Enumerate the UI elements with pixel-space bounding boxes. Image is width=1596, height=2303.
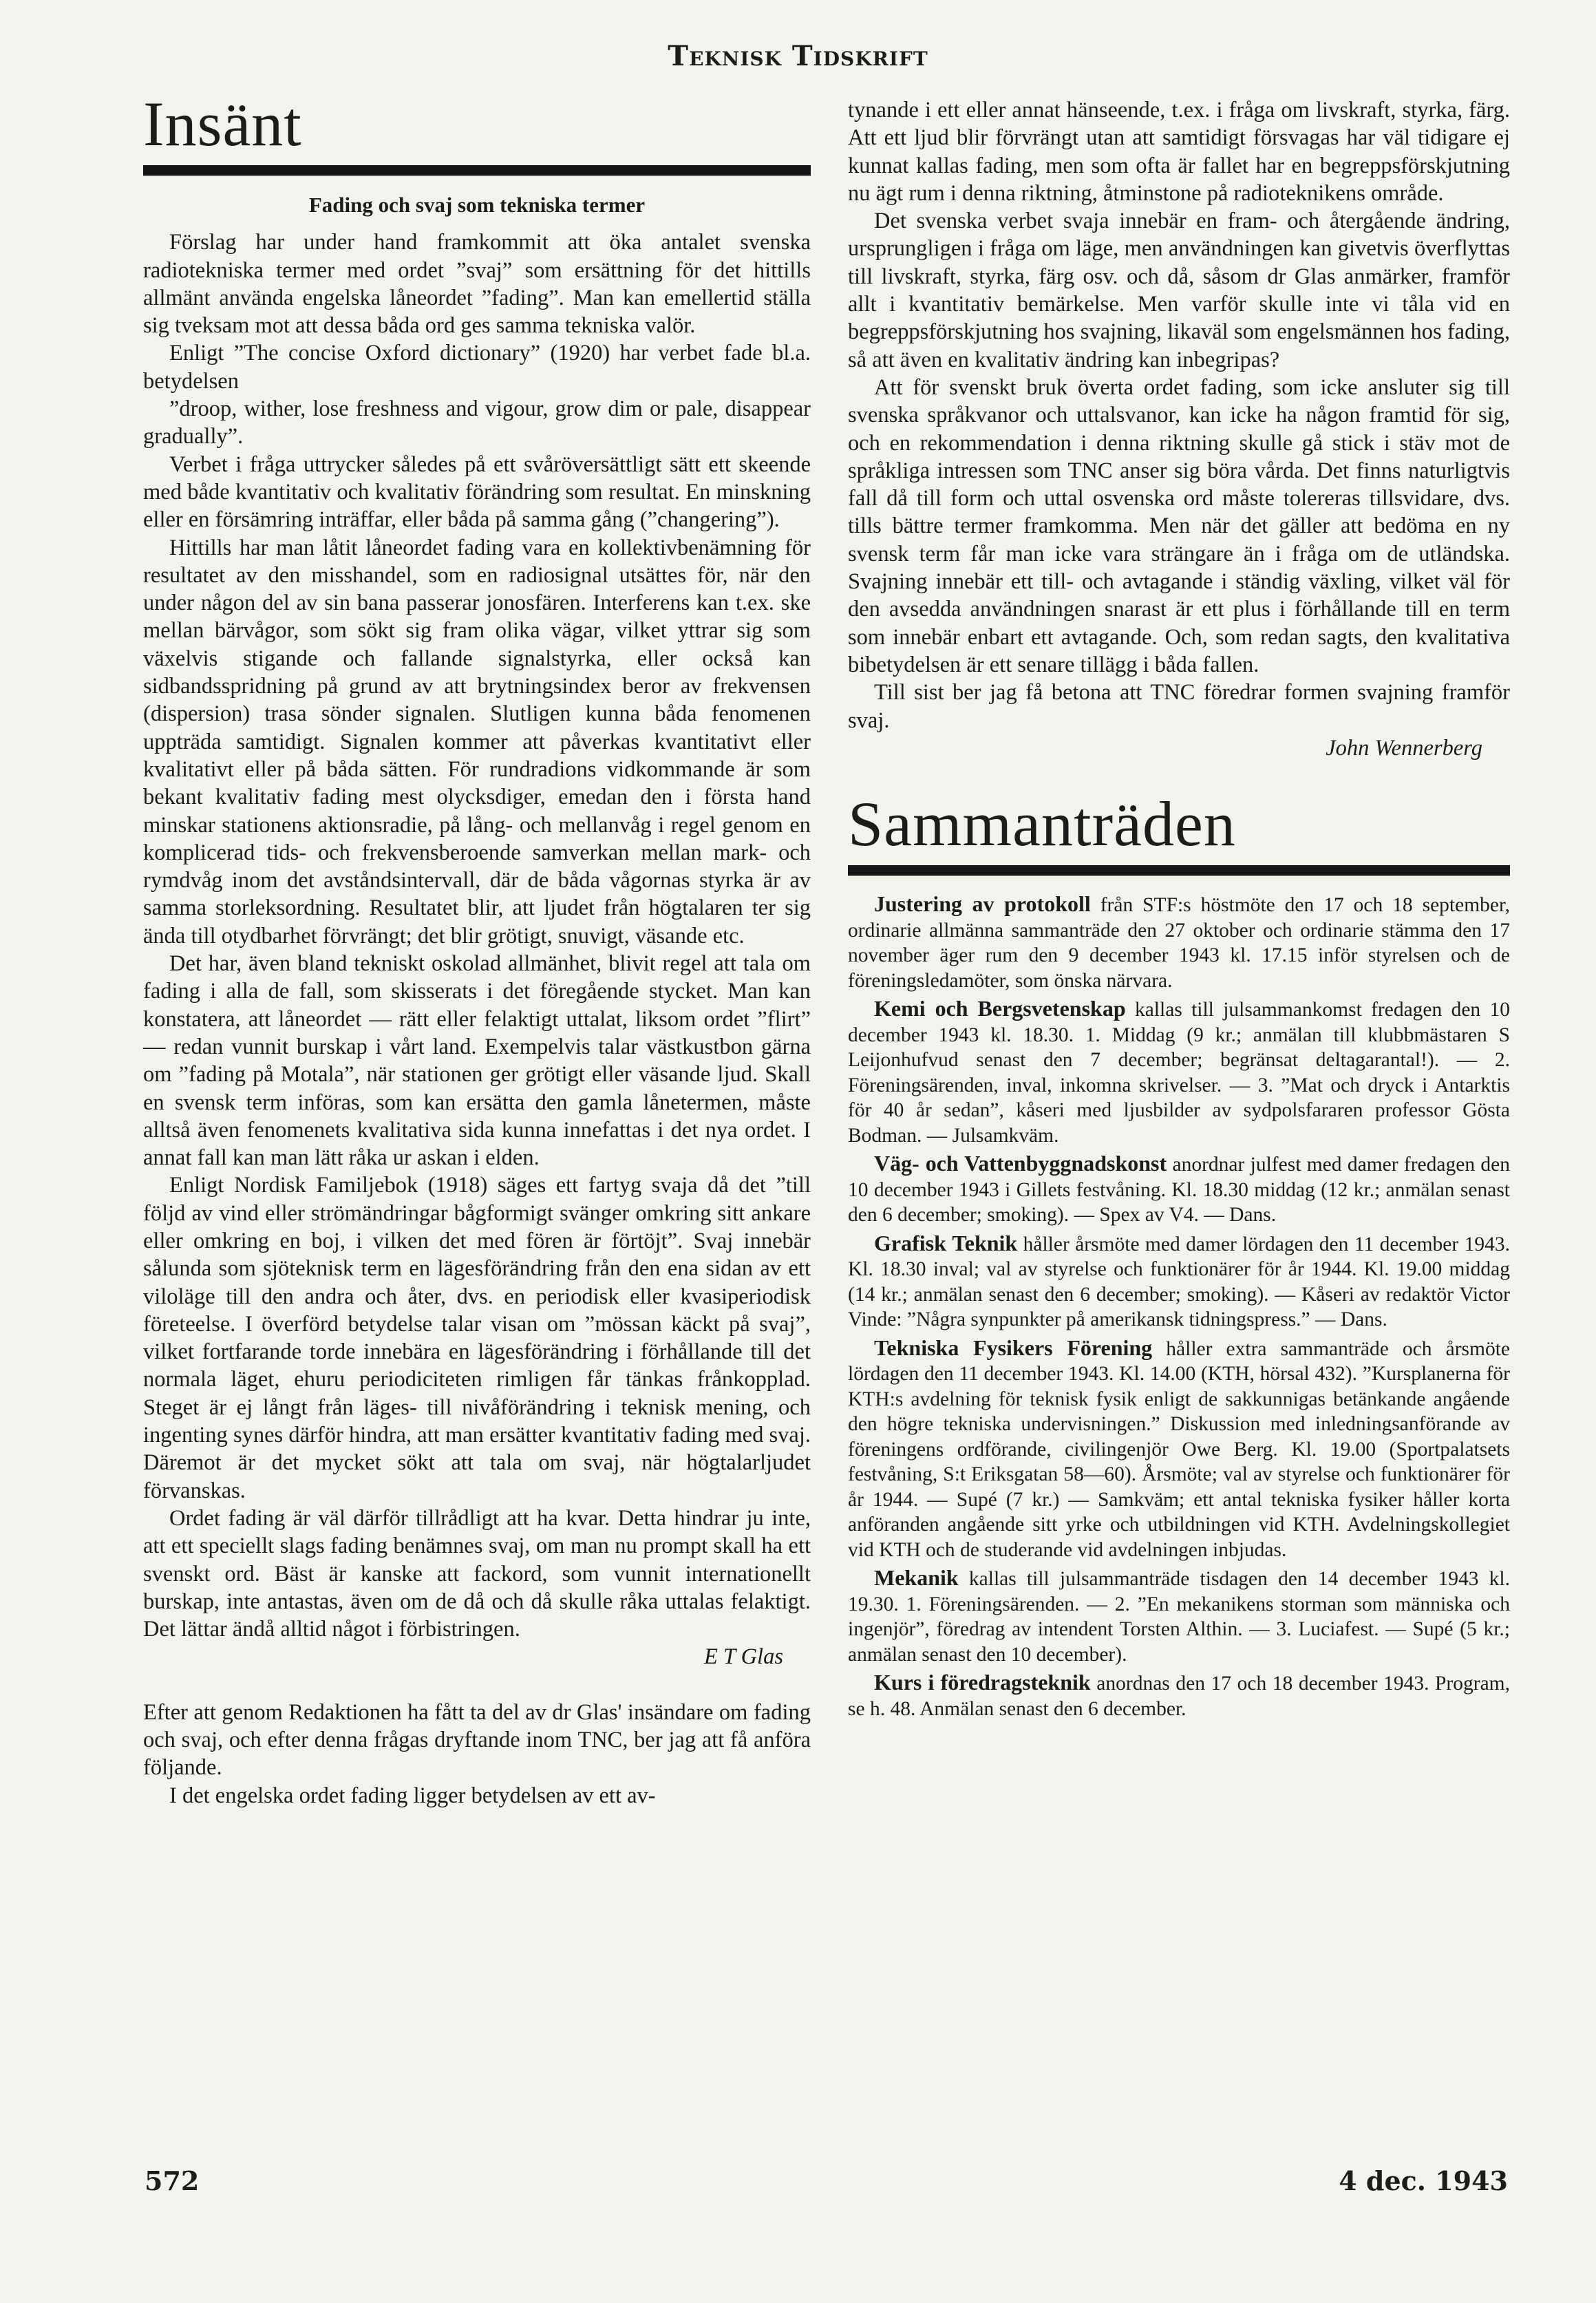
- masthead: Teknisk Tidskrift: [668, 40, 928, 72]
- paragraph: Till sist ber jag få betona att TNC föredrar formen svajning framför svaj.: [848, 680, 1510, 733]
- meeting-heading: Väg- och Vattenbyggnadskonst: [874, 1151, 1167, 1176]
- meetings-list: [848, 891, 1510, 1721]
- paragraph: Ordet fading är väl därför tillrådligt att ha kvar. Detta hindrar ju inte, att ett speciellt slags fading benämnes svaj, om man nu prompt skall ha ett svenskt ord. Bäst är kanske att fackord, som vunnit internationellt burskap, inte antastas, även om de då och då skulle råka uttalas felaktigt. Det lättar ändå alltid något i förbistringen.: [143, 1505, 811, 1642]
- paragraph: Enligt Nordisk Familjebok (1918) säges ett fartyg svaja då det ”till följd av vind eller strömändringar bågformigt svänger omkring sitt ankare eller omkring en boj, i vilken det med fören är förtöjt”. Svaj innebär sålunda som sjöteknisk term en lägesförändring från den ena sidan av ett viloläge till den andra och åter, dvs. en periodisk eller kvasiperiodisk företeelse. I överförd betydelse talar visan om ”mössan käckt på svaj”, vilket fortfarande torde innebära en lägesförändring i förhållande till det normala läget, ehuru periodiciteten rimligen får tänkas frånkopplad. Steget är ej långt från läges- till nivåförändring i teknisk mening, och ingenting synes därför hindra, att man ersätter kvantitativ fading med svaj. Däremot är det mycket sökt att tala om svaj, när högtalarljudet förvanskas.: [143, 1173, 811, 1503]
- meeting-text: kallas till julsammankomst fredagen den 10 december 1943 kl. 18.30. 1. Middag (9 kr.; anmälan till klubbmästaren S Leijonhufvud senast den 7 december; begränsat deltagarantal!). — 2. Föreningsärenden, inval, inkomna skrivelser. — 3. ”Mat och dryck i Antarktis för 40 år sedan”, kåseri med ljusbilder av sydpolsfararen professor Gösta Bodman. — Julsamkväm.: [848, 999, 1510, 1147]
- paragraph: Det svenska verbet svaja innebär en fram- och återgående ändring, ursprungligen i fråga om läge, men användningen kan givetvis överflyttas till livskraft, styrka, färg osv. och då, såsom dr Glas anmärker, framför allt i kvantitativ bemärkelse. Men varför skulle inte vi tåla vid en begreppsförskjutning hos svajning, likaväl som engelsmännen hos fading, så att även en kvalitativ ändring kan inbegripas?: [848, 209, 1510, 372]
- meeting-heading: Mekanik: [874, 1565, 959, 1591]
- meeting-item: [848, 1670, 1510, 1721]
- meeting-item: [848, 1231, 1510, 1333]
- meeting-item: [848, 1565, 1510, 1667]
- meeting-text: anordnar julfest med damer fredagen den 10 december 1943 i Gillets festvåning. Kl. 18.30 middag (12 kr.; anmälan senast den 6 december; smoking). — Spex av V4. — Dans.: [848, 1154, 1511, 1227]
- paragraph: I det engelska ordet fading ligger betydelsen av ett av-: [169, 1783, 656, 1808]
- paragraph: Enligt ”The concise Oxford dictionary” (1920) har verbet fade bl.a. betydelsen: [143, 341, 811, 394]
- paragraph: Att för svenskt bruk överta ordet fading, som icke ansluter sig till svenska språkvanor och uttalsvanor, kan icke ha någon framtid för sig, och en rekommendation i denna riktning skulle gå stick i stäv mot de språkliga intressen som TNC anser sig böra vårda. Det finns naturligtvis fall då till form och uttal osvenska ord måste tolereras tillsvidare, dvs. tills bättre termer framkomma. Men när det gäller att bedöma en ny svensk term får man icke vara strängare än i fråga om de utländska. Svajning innebär ett till- och avtagande i ständig växling, vilket väl för den avsedda användningen snarast är ett plus i förhållande till en term som innebär enbart ett avtagande. Och, som redan sagts, den kvalitativa bibetydelsen är ett senare tillägg i båda fallen.: [848, 374, 1510, 677]
- meeting-heading: Kemi och Bergsvetenskap: [874, 996, 1126, 1021]
- section-title-sammantraden: Sammanträden: [848, 789, 1236, 860]
- paragraph: Verbet i fråga uttrycker således på ett svåröversättligt sätt ett skeende med både kvantitativ och kvalitativ förändring som resultat. En minskning eller en försämring inträffar, eller båda på samma gång (”changering”).: [143, 452, 811, 533]
- left-column: [143, 89, 811, 1810]
- article-body: [143, 229, 811, 1643]
- meeting-text: håller extra sammanträde och årsmöte lördagen den 11 december 1943. Kl. 14.00 (KTH, hörsal 432). ”Kursplanerna för KTH:s avdelning för teknisk fysik enligt de sakkunnigas betänkande angående den högre tekniska undervisningen.” Diskussion med inledningsanförande av föreningens ordförande, civilingenjör Owe Berg. Kl. 19.00 (Sportpalatsets festvåning, S:t Eriksgatan 58—60). Årsmöte; val av styrelse och funktionärer för år 1944. — Supé (7 kr.) — Samkväm; ett antal tekniska fysiker håller korta anföranden angående sitt yrke och utbildningen vid KTH. Avdelningskollegiet vid KTH och de studerande vid avdelningen inbjudas.: [848, 1337, 1510, 1561]
- meeting-text: från STF:s höstmöte den 17 och 18 september, ordinarie allmänna sammanträde den 27 oktober och ordinarie stämma den 17 november äger rum den 9 december 1943 kl. 17.15 inför styrelsen och de föreningsledamöter, som önska närvara.: [848, 894, 1511, 992]
- meeting-item: [848, 1335, 1510, 1563]
- article-title: Fading och svaj som tekniska termer: [308, 193, 646, 217]
- meeting-heading: Kurs i föredragsteknik: [874, 1670, 1091, 1695]
- meeting-heading: Tekniska Fysikers Förening: [874, 1335, 1153, 1360]
- section-rule: [143, 165, 811, 176]
- meeting-text: anordnas den 17 och 18 december 1943. Program, se h. 48. Anmälan senast den 6 december.: [848, 1673, 1510, 1720]
- signature-wennerberg: John Wennerberg: [1326, 735, 1482, 761]
- paragraph: tynande i ett eller annat hänseende, t.ex. i fråga om livskraft, styrka, färg. Att ett ljud blir förvrängt utan att samtidigt försvagas har väl tidigare ej kunnat kallas fading, men som ofta är fallet har en begreppsförskjutning nu ägt rum i denna riktning, åtminstone på radioteknikens område.: [848, 98, 1510, 206]
- page-number: 572: [145, 2165, 200, 2196]
- meeting-heading: Grafisk Teknik: [874, 1230, 1018, 1255]
- meeting-item: [848, 996, 1510, 1148]
- meeting-text: håller årsmöte med damer lördagen den 11 december 1943. Kl. 18.30 inval; val av styrelse och funktionärer för år 1944. Kl. 19.00 middag (14 kr.; anmälan senast den 6 december; smoking). — Kåseri av redaktör Victor Vinde: ”Några synpunkter på amerikansk tidningspress.” — Dans.: [848, 1233, 1510, 1331]
- paragraph: Hittills har man låtit låneordet fading vara en kollektivbenämning för resultatet av den misshandel, som en radiosignal utsättes för, när den under någon del av sin bana passerar jonosfären. Interferens kan t.ex. ske mellan bärvågor, som sökt sig fram olika vägar, vilket yttrar sig som växelvis stigande och fallande signalstyrka, eller också kan sidbandsspridning på grund av att brytningsindex beror av frekvensen (dispersion) trasa sönder signalen. Slutligen kunna båda fenomenen uppträda samtidigt. Signalen kommer att påverkas kvantitativt eller kvalitativt eller på båda sätten. För rundradions vidkommande är som bekant kvalitativ fading mest olycksdiger, emedan den i första hand minskar stationens aktionsradie, på lång- och mellanvåg i regel genom en komplicerad tids- och frekvensberoende samverkan mellan mark- och rymdvåg inom det avståndsintervall, där de båda vågornas styrka är av samma storleksordning. Resultatet blir, att ljudet från högtalaren ter sig ända till otydbarhet förvrängt; det blir grötigt, snuvigt, väsande etc.: [143, 535, 811, 948]
- section-rule: [848, 865, 1510, 876]
- right-column: [848, 96, 1510, 1724]
- quote: ”droop, wither, lose freshness and vigour, grow dim or pale, disappear gradually”.: [143, 396, 811, 449]
- meeting-heading: Justering av protokoll: [874, 891, 1091, 917]
- paragraph: Förslag har under hand framkommit att öka antalet svenska radiotekniska termer med ordet ”svaj” som ersättning för det hittills allmänt använda engelska låneordet ”fading”. Man kan emellertid ställa sig tveksam mot att dessa båda ord ges samma tekniska valör.: [143, 230, 811, 339]
- spacer: [143, 1671, 811, 1699]
- meeting-text: kallas till julsammanträde tisdagen den 14 december 1943 kl. 19.30. 1. Föreningsärenden. — 2. ”En mekanikens storman som människa och ingenjör”, föredrag av intendent Torsten Althin. — 3. Luciafest. — Supé (5 kr.; anmälan senast den 10 december).: [848, 1568, 1510, 1666]
- paragraph: Det har, även bland tekniskt oskolad allmänhet, blivit regel att tala om fading i alla de fall, som skisserats i det föregående stycket. Man kan konstatera, att låneordet — rätt eller felaktigt uttalat, liksom ordet ”flirt” — redan vunnit burskap i vårt land. Exempelvis talar västkustbon gärna om ”fading på Motala”, när stationen ger grötigt eller väsande ljud. Skall en svensk term införas, som kan ersätta den gamla lånetermen, måste alltså även fenomenets kvalitativa sida kunna innefattas i det nya ordet. I annat fall kan man lätt råka ur askan i elden.: [143, 951, 811, 1171]
- paragraph: Efter att genom Redaktionen ha fått ta del av dr Glas' insändare om fading och svaj, och efter denna frågas dryftande inom TNC, ber jag att få anföra följande.: [143, 1699, 811, 1781]
- section-title-insant: Insänt: [143, 89, 302, 159]
- meeting-item: [848, 1151, 1510, 1228]
- issue-date: 4 dec. 1943: [1339, 2165, 1508, 2196]
- signature-glas: E T Glas: [704, 1644, 783, 1670]
- meeting-item: [848, 891, 1510, 993]
